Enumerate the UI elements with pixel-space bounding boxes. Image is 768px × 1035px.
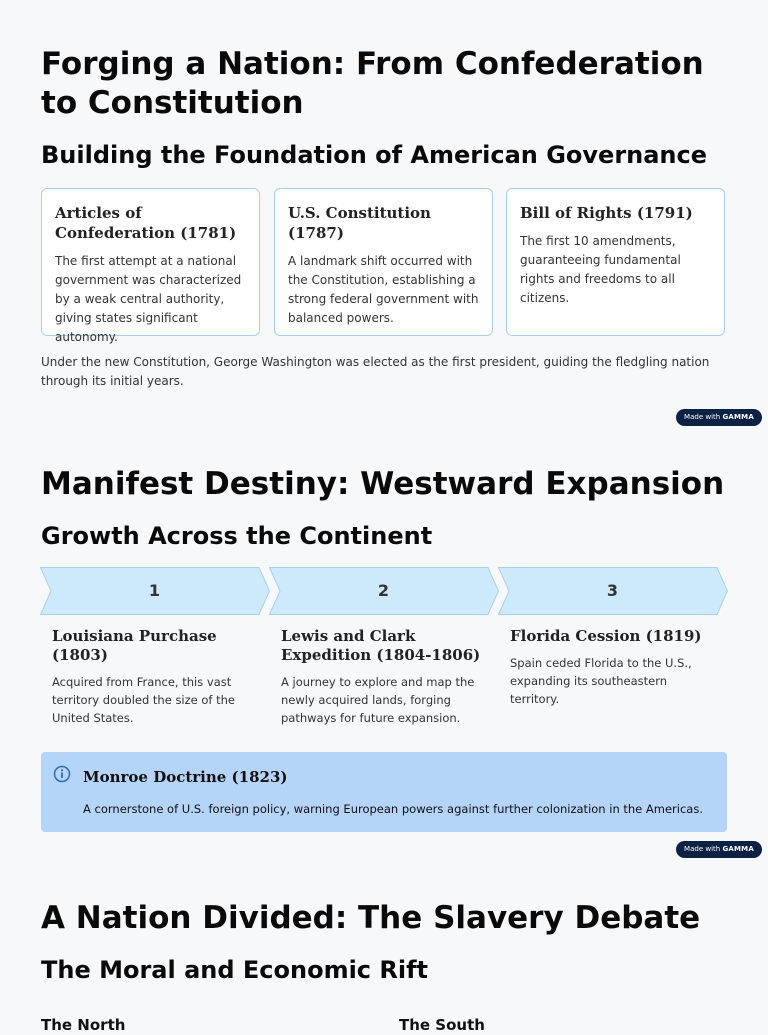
badge-prefix: Made with: [684, 413, 721, 421]
callout-text: A cornerstone of U.S. foreign policy, warning European powers against further colonization in the Americas.: [83, 802, 703, 816]
step-chevron-2: [269, 567, 500, 615]
step-florida-cession: [510, 627, 725, 708]
column-heading-south: The South: [399, 1016, 485, 1034]
made-with-gamma-badge[interactable]: [676, 409, 762, 426]
card-text: The first 10 amendments, guaranteeing fundamental rights and freedoms to all citizens.: [520, 234, 681, 305]
card-title: Articles of Confederation (1781): [55, 204, 237, 242]
step-chevron-3: [498, 567, 729, 615]
step-number: 3: [606, 581, 619, 600]
step-text: Acquired from France, this vast territory doubled the size of the United States.: [52, 675, 236, 725]
slide-subtitle: The Moral and Economic Rift: [41, 956, 429, 984]
callout-title: Monroe Doctrine (1823): [83, 768, 288, 786]
step-title: Louisiana Purchase (1803): [52, 627, 217, 664]
card-text: The first attempt at a national government was characterized by a weak central authority, giving states significant autonomy.: [55, 254, 242, 344]
step-text: A journey to explore and map the newly acquired lands, forging pathways for future expansion.: [281, 675, 475, 725]
card-constitution: [274, 188, 493, 336]
slide-title: Forging a Nation: From Confederation to Constitution: [41, 46, 704, 121]
step-text: Spain ceded Florida to the U.S., expanding its southeastern territory.: [510, 656, 692, 706]
step-louisiana-purchase: [52, 627, 274, 727]
washington-note: Under the new Constitution, George Washington was elected as the first president, guiding the fledgling nation through its initial years.: [41, 355, 710, 388]
card-title: U.S. Constitution (1787): [288, 204, 431, 242]
slide-title: A Nation Divided: The Slavery Debate: [41, 900, 701, 936]
made-with-gamma-badge[interactable]: [676, 841, 762, 858]
slide-subtitle: Growth Across the Continent: [41, 522, 433, 550]
slide-title: Manifest Destiny: Westward Expansion: [41, 466, 725, 502]
step-title: Lewis and Clark Expedition (1804-1806): [281, 627, 481, 664]
monroe-doctrine-callout: [41, 752, 727, 832]
step-chevron-1: [40, 567, 271, 615]
gamma-logo: GAMMA: [722, 845, 754, 853]
step-lewis-and-clark: [281, 627, 491, 727]
slide-subtitle: Building the Foundation of American Governance: [41, 141, 708, 169]
gamma-logo: GAMMA: [722, 413, 754, 421]
card-title: Bill of Rights (1791): [520, 204, 693, 222]
step-title: Florida Cession (1819): [510, 627, 702, 645]
step-number: 2: [377, 581, 390, 600]
card-bill-of-rights: [506, 188, 725, 336]
column-heading-north: The North: [41, 1016, 126, 1034]
badge-prefix: Made with: [684, 845, 721, 853]
card-articles: [41, 188, 260, 344]
info-icon: [53, 765, 71, 783]
card-text: A landmark shift occurred with the Constitution, establishing a strong federal government with balanced powers.: [288, 254, 479, 325]
step-number: 1: [148, 581, 161, 600]
